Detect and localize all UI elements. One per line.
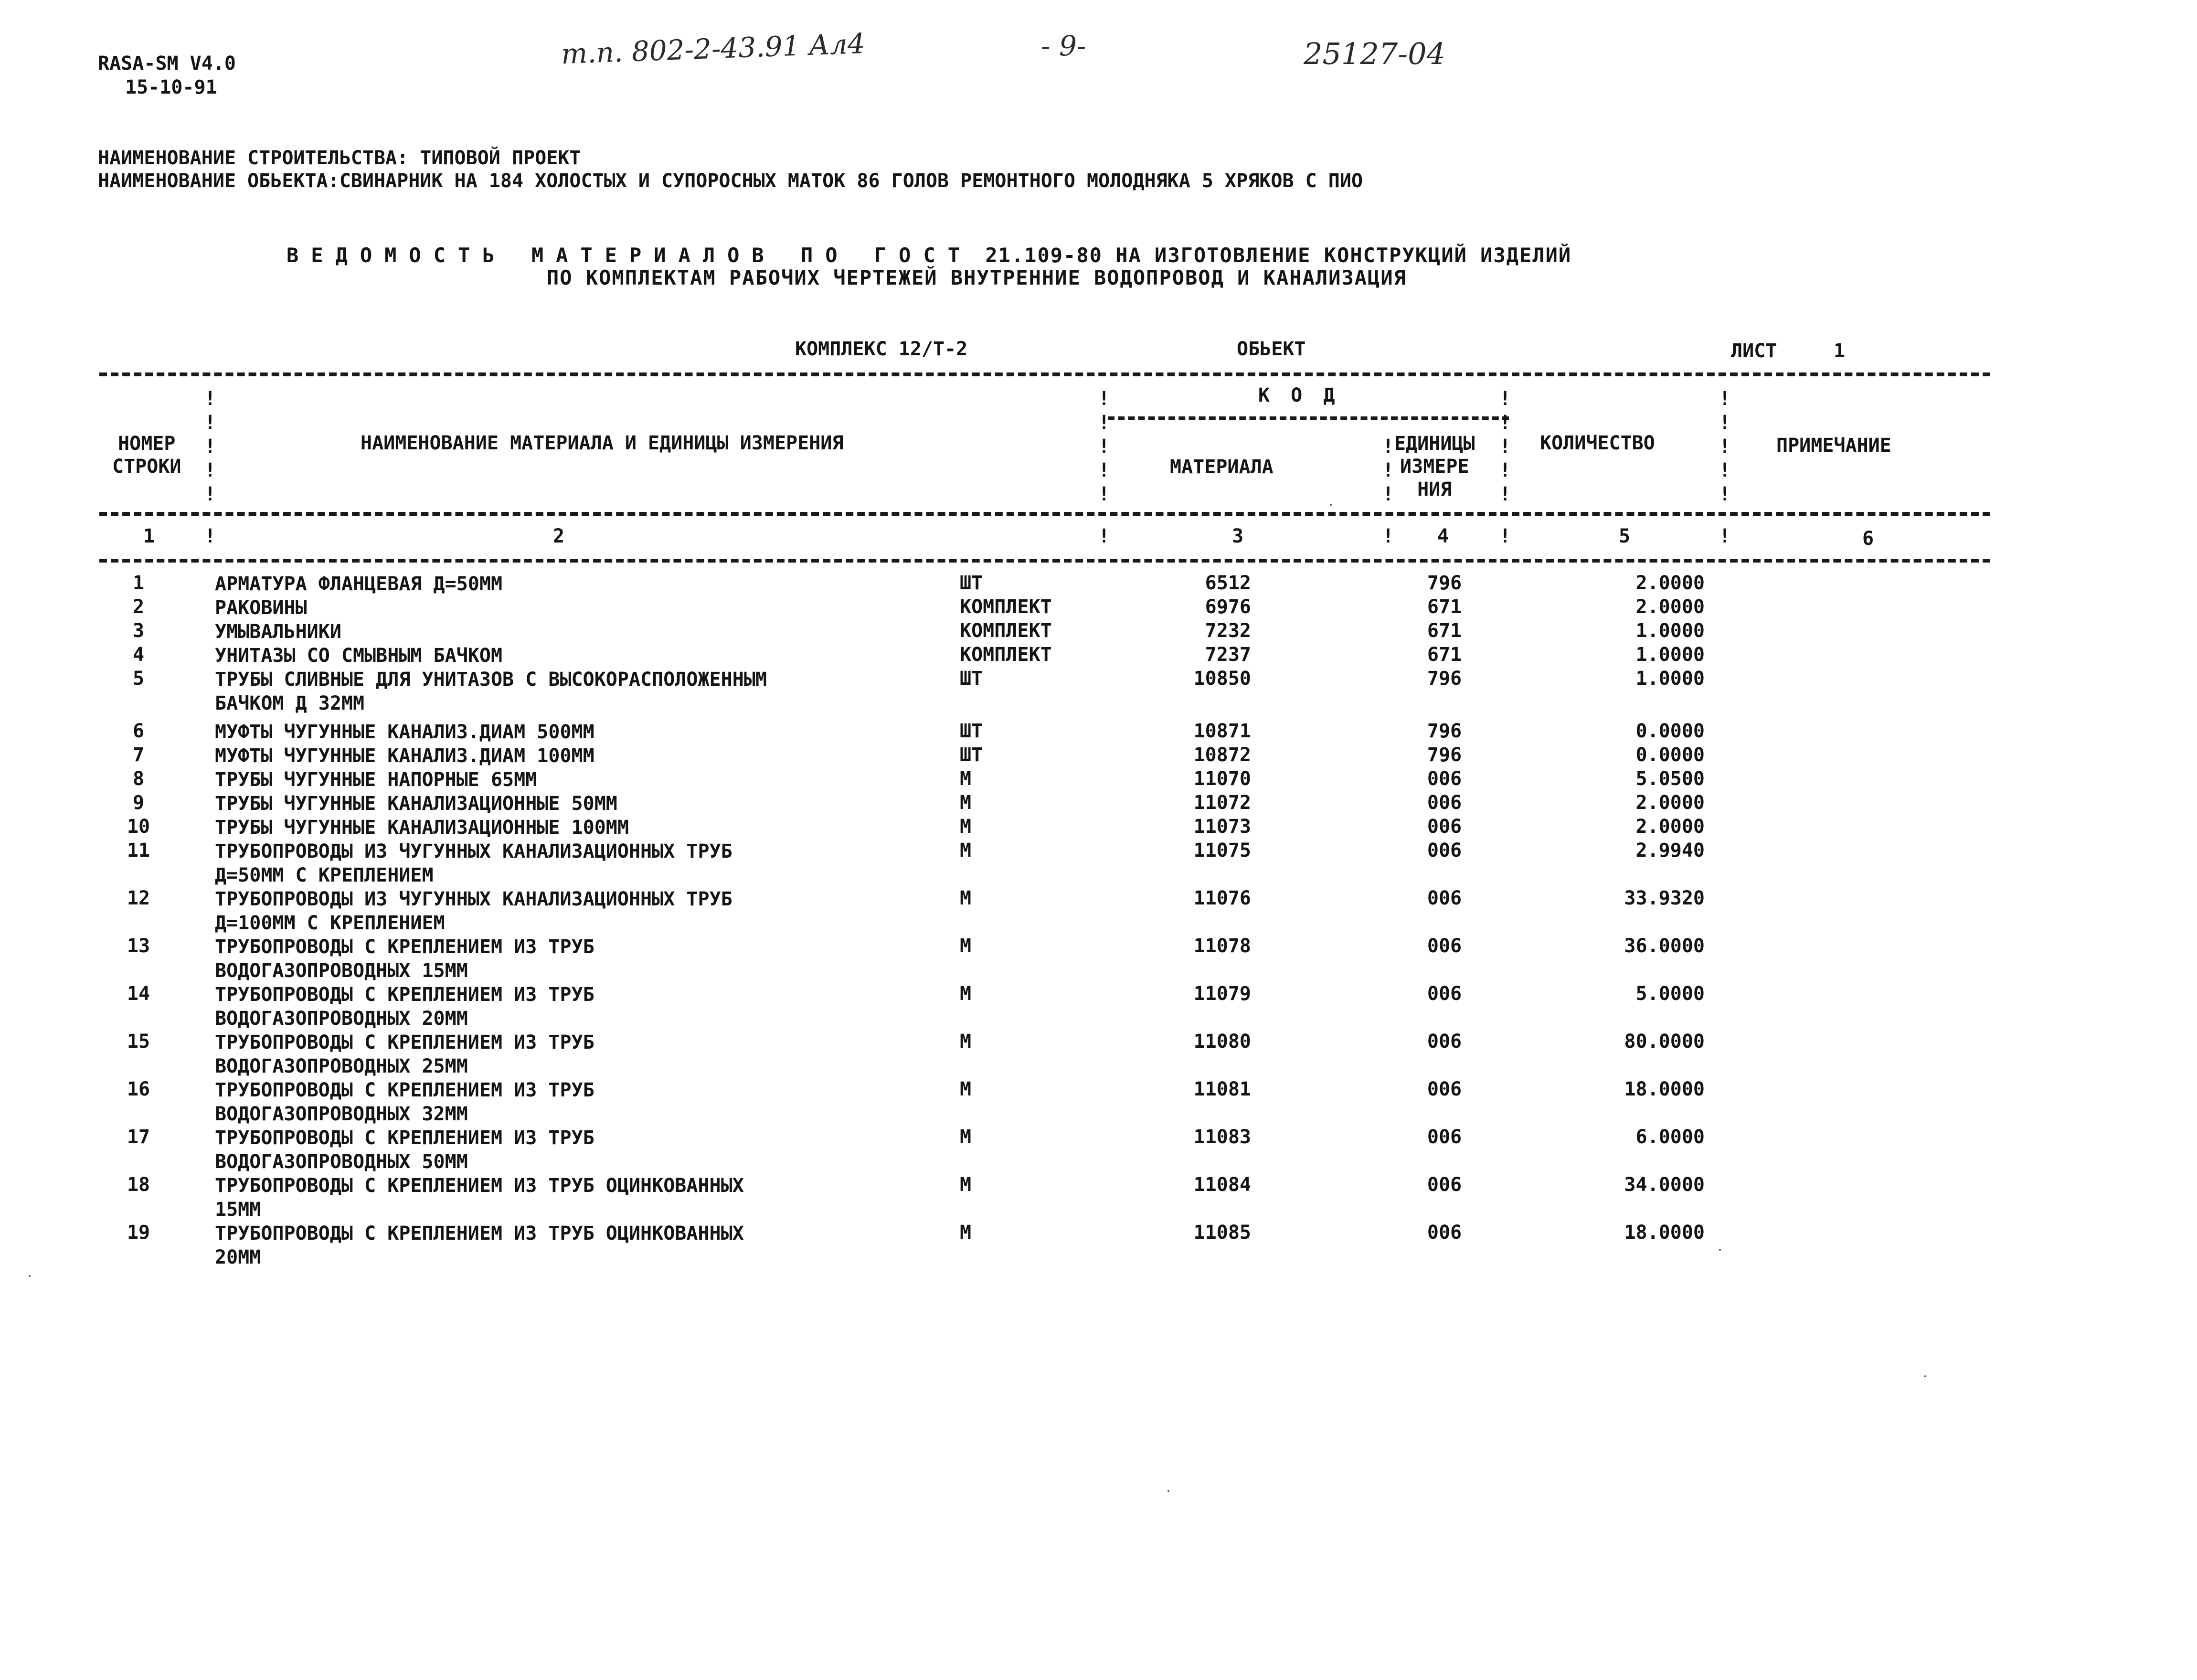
row-quantity: 5.0000: [1635, 983, 1705, 1005]
row-material-name: [215, 816, 629, 840]
document-title: [287, 244, 1571, 267]
row-unit: М: [960, 1222, 972, 1244]
row-material-name: [215, 1078, 594, 1126]
header-material-name: НАИМЕНОВАНИЕ МАТЕРИАЛА И ЕДИНИЦЫ ИЗМЕРЕНИЯ: [361, 432, 844, 454]
row-material-name: [215, 644, 502, 668]
row-material-name: [215, 792, 617, 816]
row-material-name-line1: ТРУБОПРОВОДЫ С КРЕПЛЕНИЕМ ИЗ ТРУБ ОЦИНКОВАННЫХ: [215, 1223, 744, 1244]
row-material-code: 11072: [1193, 792, 1251, 814]
row-unit-code: 796: [1427, 572, 1462, 594]
row-material-name-line1: РАКОВИНЫ: [215, 597, 307, 619]
colnum-bottom-rule: [99, 559, 1990, 563]
scan-speck: [29, 1275, 31, 1277]
row-material-code: 10871: [1193, 720, 1251, 742]
row-material-code: 7237: [1205, 644, 1251, 666]
row-unit: ШТ: [960, 720, 983, 742]
row-quantity: 34.0000: [1624, 1174, 1705, 1196]
document-subtitle: ПО КОМПЛЕКТАМ РАБОЧИХ ЧЕРТЕЖЕЙ ВНУТРЕННИЕ ВОДОПРОВОД И КАНАЛИЗАЦИЯ: [547, 266, 1407, 289]
row-material-code: 11075: [1193, 840, 1251, 861]
row-material-name: [215, 887, 732, 935]
row-unit: ШТ: [960, 744, 983, 766]
col-separator: ! ! ! ! !: [1098, 388, 1110, 505]
col-separator: !: [204, 525, 216, 547]
row-material-name: [215, 744, 594, 768]
col-separator: ! ! ! ! !: [204, 388, 216, 505]
construction-name: НАИМЕНОВАНИЕ СТРОИТЕЛЬСТВА: ТИПОВОЙ ПРОЕКТ: [98, 147, 581, 169]
row-unit-code: 006: [1427, 887, 1462, 909]
scan-speck: [1167, 1490, 1169, 1492]
row-quantity: 36.0000: [1624, 935, 1705, 957]
header-unit-code: [1394, 432, 1475, 501]
row-quantity: 18.0000: [1624, 1222, 1705, 1244]
row-material-code: 11081: [1193, 1078, 1251, 1100]
row-number: 16: [127, 1078, 150, 1100]
header-code: К О Д: [1258, 384, 1340, 406]
header-unit-line2: ИЗМЕРЕ: [1400, 456, 1469, 478]
row-material-code: 6976: [1205, 596, 1251, 618]
row-unit: М: [960, 768, 972, 790]
row-quantity: 2.9940: [1635, 840, 1705, 861]
col-separator: ! ! !: [1382, 436, 1394, 505]
row-unit: М: [960, 983, 972, 1005]
row-material-name: [215, 596, 307, 620]
sheet-label: ЛИСТ: [1731, 340, 1777, 362]
row-material-name-line1: АРМАТУРА ФЛАНЦЕВАЯ Д=50ММ: [215, 573, 503, 595]
row-material-code: 10850: [1193, 668, 1251, 690]
row-unit-code: 796: [1427, 744, 1462, 766]
row-unit: ШТ: [960, 668, 983, 690]
row-material-code: 11070: [1193, 768, 1251, 790]
row-unit: М: [960, 816, 972, 838]
row-material-name-line1: ТРУБОПРОВОДЫ С КРЕПЛЕНИЕМ ИЗ ТРУБ ОЦИНКОВАННЫХ: [215, 1175, 744, 1197]
header-unit-line1: ЕДИНИЦЫ: [1394, 433, 1475, 455]
row-material-name-line1: ТРУБЫ СЛИВНЫЕ ДЛЯ УНИТАЗОВ С ВЫСОКОРАСПОЛОЖЕННЫМ: [215, 669, 767, 691]
row-number: 14: [127, 983, 150, 1005]
row-quantity: 80.0000: [1624, 1031, 1705, 1053]
row-material-name-line1: ТРУБОПРОВОДЫ С КРЕПЛЕНИЕМ ИЗ ТРУБ: [215, 1079, 594, 1101]
row-material-name-line1: ТРУБЫ ЧУГУННЫЕ КАНАЛИЗАЦИОННЫЕ 100ММ: [215, 817, 629, 839]
row-quantity: 2.0000: [1635, 572, 1705, 594]
col-separator: !: [1499, 525, 1511, 547]
row-material-name-line1: УНИТАЗЫ СО СМЫВНЫМ БАЧКОМ: [215, 645, 503, 667]
colnum-5: 5: [1619, 525, 1631, 547]
row-number: 3: [132, 620, 145, 642]
row-unit-code: 006: [1427, 983, 1462, 1005]
row-material-code: 11083: [1193, 1126, 1251, 1148]
colnum-6: 6: [1862, 528, 1874, 550]
row-unit-code: 006: [1427, 1222, 1462, 1244]
object-label: ОБЬЕКТ: [1237, 338, 1306, 360]
scan-speck: [1330, 504, 1332, 506]
header-quantity: КОЛИЧЕСТВО: [1540, 432, 1655, 454]
row-unit-code: 006: [1427, 840, 1462, 861]
colnum-4: 4: [1437, 525, 1449, 547]
row-material-name-line1: ТРУБОПРОВОДЫ ИЗ ЧУГУННЫХ КАНАЛИЗАЦИОННЫХ ТРУБ: [215, 888, 732, 910]
row-material-name-line2: БАЧКОМ Д 32ММ: [215, 692, 365, 714]
row-material-name-line1: УМЫВАЛЬНИКИ: [215, 621, 341, 643]
header-row-number: [112, 432, 181, 478]
row-quantity: 2.0000: [1635, 596, 1705, 618]
row-unit: М: [960, 935, 972, 957]
print-date: 15-10-91: [125, 76, 217, 98]
row-number: 19: [127, 1222, 150, 1244]
row-material-name-line1: ТРУБОПРОВОДЫ С КРЕПЛЕНИЕМ ИЗ ТРУБ: [215, 936, 594, 958]
row-number: 2: [132, 596, 145, 618]
row-unit-code: 671: [1427, 596, 1462, 618]
row-unit-code: 006: [1427, 816, 1462, 838]
handwritten-code: 25127-04: [1304, 36, 1446, 71]
row-material-name: [215, 1222, 744, 1269]
row-material-name: [215, 572, 502, 596]
row-number: 6: [132, 720, 145, 742]
row-unit-code: 006: [1427, 768, 1462, 790]
row-number: 9: [132, 792, 145, 814]
row-material-name-line2: ВОДОГАЗОПРОВОДНЫХ 20ММ: [215, 1008, 468, 1030]
row-material-name-line2: Д=100ММ С КРЕПЛЕНИЕМ: [215, 912, 445, 934]
title-spaced: ВЕДОМОСТЬ МАТЕРИАЛОВ ПО ГОСТ: [287, 244, 973, 267]
row-material-name: [215, 983, 594, 1031]
row-quantity: 0.0000: [1635, 744, 1705, 766]
row-number: 1: [132, 572, 145, 594]
table-top-rule: [99, 372, 1990, 376]
row-material-name-line2: ВОДОГАЗОПРОВОДНЫХ 32ММ: [215, 1103, 468, 1125]
row-material-name: [215, 1174, 744, 1222]
row-number: 7: [132, 744, 145, 766]
header-row-number-line1: НОМЕР: [118, 433, 176, 455]
colnum-1: 1: [143, 525, 155, 547]
header-note: ПРИМЕЧАНИЕ: [1776, 435, 1891, 457]
row-unit: ШТ: [960, 572, 983, 594]
col-separator: ! ! ! ! !: [1499, 388, 1511, 505]
row-unit-code: 006: [1427, 1031, 1462, 1053]
row-material-name-line1: МУФТЫ ЧУГУННЫЕ КАНАЛИЗ.ДИАМ 100ММ: [215, 745, 594, 767]
row-material-name: [215, 1126, 594, 1174]
scan-speck: [1924, 1375, 1926, 1377]
row-material-code: 11080: [1193, 1031, 1251, 1053]
row-material-code: 11078: [1193, 935, 1251, 957]
row-material-code: 10872: [1193, 744, 1251, 766]
row-material-name: [215, 768, 537, 792]
row-unit-code: 006: [1427, 1174, 1462, 1196]
header-bottom-rule: [99, 512, 1990, 516]
row-material-code: 11085: [1193, 1222, 1251, 1244]
row-unit-code: 796: [1427, 668, 1462, 690]
row-quantity: 1.0000: [1635, 668, 1705, 690]
row-number: 12: [127, 887, 150, 909]
header-row-number-line2: СТРОКИ: [112, 456, 181, 478]
row-unit-code: 006: [1427, 1078, 1462, 1100]
row-material-name-line1: ТРУБОПРОВОДЫ С КРЕПЛЕНИЕМ ИЗ ТРУБ: [215, 1031, 594, 1053]
row-unit: М: [960, 840, 972, 861]
row-material-name-line2: 20ММ: [215, 1246, 261, 1268]
row-quantity: 1.0000: [1635, 620, 1705, 642]
object-name: НАИМЕНОВАНИЕ ОБЬЕКТА:СВИНАРНИК НА 184 ХОЛОСТЫХ И СУПОРОСНЫХ МАТОК 86 ГОЛОВ РЕМОНТНОГО МОЛОДНЯКА 5 ХРЯКОВ С ПИО: [98, 170, 1363, 192]
row-quantity: 1.0000: [1635, 644, 1705, 666]
row-unit: М: [960, 1078, 972, 1100]
row-unit-code: 006: [1427, 1126, 1462, 1148]
row-material-code: 11076: [1193, 887, 1251, 909]
row-material-name-line1: ТРУБЫ ЧУГУННЫЕ НАПОРНЫЕ 65ММ: [215, 769, 537, 791]
col-separator: !: [1719, 525, 1731, 547]
row-material-name: [215, 935, 594, 983]
row-unit-code: 006: [1427, 792, 1462, 814]
row-unit: М: [960, 1174, 972, 1196]
row-material-name-line1: ТРУБОПРОВОДЫ С КРЕПЛЕНИЕМ ИЗ ТРУБ: [215, 1127, 594, 1149]
complex-label: КОМПЛЕКС 12/Т-2: [795, 338, 968, 360]
row-material-code: 7232: [1205, 620, 1251, 642]
row-quantity: 5.0500: [1635, 768, 1705, 790]
row-unit: М: [960, 887, 972, 909]
row-number: 10: [127, 816, 150, 838]
row-quantity: 2.0000: [1635, 792, 1705, 814]
header-material-code: МАТЕРИАЛА: [1170, 456, 1274, 478]
colnum-2: 2: [553, 525, 565, 547]
row-number: 11: [127, 840, 150, 861]
row-material-name-line2: ВОДОГАЗОПРОВОДНЫХ 15ММ: [215, 960, 468, 982]
row-unit: КОМПЛЕКТ: [960, 644, 1052, 666]
row-unit: М: [960, 1031, 972, 1053]
row-unit: КОМПЛЕКТ: [960, 620, 1052, 642]
row-material-name-line2: Д=50ММ С КРЕПЛЕНИЕМ: [215, 864, 434, 886]
row-material-name-line2: 15ММ: [215, 1199, 261, 1221]
row-unit: КОМПЛЕКТ: [960, 596, 1052, 618]
row-material-name-line1: ТРУБОПРОВОДЫ С КРЕПЛЕНИЕМ ИЗ ТРУБ: [215, 984, 594, 1006]
row-material-name-line1: ТРУБЫ ЧУГУННЫЕ КАНАЛИЗАЦИОННЫЕ 50ММ: [215, 793, 617, 815]
row-material-name: [215, 720, 594, 744]
code-subheader-rule: [1108, 416, 1509, 420]
row-material-code: 11079: [1193, 983, 1251, 1005]
header-unit-line3: НИЯ: [1417, 478, 1452, 500]
row-unit-code: 671: [1427, 644, 1462, 666]
row-number: 15: [127, 1031, 150, 1053]
row-number: 13: [127, 935, 150, 957]
row-quantity: 6.0000: [1635, 1126, 1705, 1148]
row-material-name-line2: ВОДОГАЗОПРОВОДНЫХ 50ММ: [215, 1151, 468, 1173]
row-material-code: 6512: [1205, 572, 1251, 594]
row-number: 8: [132, 768, 145, 790]
row-material-name: [215, 620, 341, 644]
row-unit-code: 006: [1427, 935, 1462, 957]
page-number: - 9-: [1041, 30, 1086, 62]
row-quantity: 18.0000: [1624, 1078, 1705, 1100]
col-separator: ! ! ! ! !: [1719, 388, 1731, 505]
row-material-name-line1: ТРУБОПРОВОДЫ ИЗ ЧУГУННЫХ КАНАЛИЗАЦИОННЫХ ТРУБ: [215, 840, 732, 862]
row-unit-code: 796: [1427, 720, 1462, 742]
row-unit: М: [960, 792, 972, 814]
row-number: 4: [132, 644, 145, 666]
row-unit: М: [960, 1126, 972, 1148]
row-number: 5: [132, 668, 145, 690]
row-material-name: [215, 1031, 594, 1078]
program-name: RASA-SM V4.0: [98, 53, 236, 74]
row-number: 17: [127, 1126, 150, 1148]
row-material-name: [215, 840, 732, 887]
row-material-code: 11073: [1193, 816, 1251, 838]
row-number: 18: [127, 1174, 150, 1196]
row-unit-code: 671: [1427, 620, 1462, 642]
row-quantity: 0.0000: [1635, 720, 1705, 742]
scan-speck: [1719, 1249, 1721, 1251]
col-separator: !: [1382, 525, 1394, 547]
row-material-code: 11084: [1193, 1174, 1251, 1196]
row-quantity: 2.0000: [1635, 816, 1705, 838]
row-material-name-line1: МУФТЫ ЧУГУННЫЕ КАНАЛИЗ.ДИАМ 500ММ: [215, 721, 594, 743]
sheet-number: 1: [1834, 340, 1846, 362]
row-material-name-line2: ВОДОГАЗОПРОВОДНЫХ 25ММ: [215, 1055, 468, 1077]
row-quantity: 33.9320: [1624, 887, 1705, 909]
handwritten-doc-number: т.п. 802-2-43.91 Ал4: [561, 27, 866, 71]
col-separator: !: [1098, 525, 1110, 547]
row-material-name: [215, 668, 767, 715]
colnum-3: 3: [1232, 525, 1244, 547]
title-rest: 21.109-80 НА ИЗГОТОВЛЕНИЕ КОНСТРУКЦИЙ ИЗДЕЛИЙ: [985, 244, 1572, 267]
